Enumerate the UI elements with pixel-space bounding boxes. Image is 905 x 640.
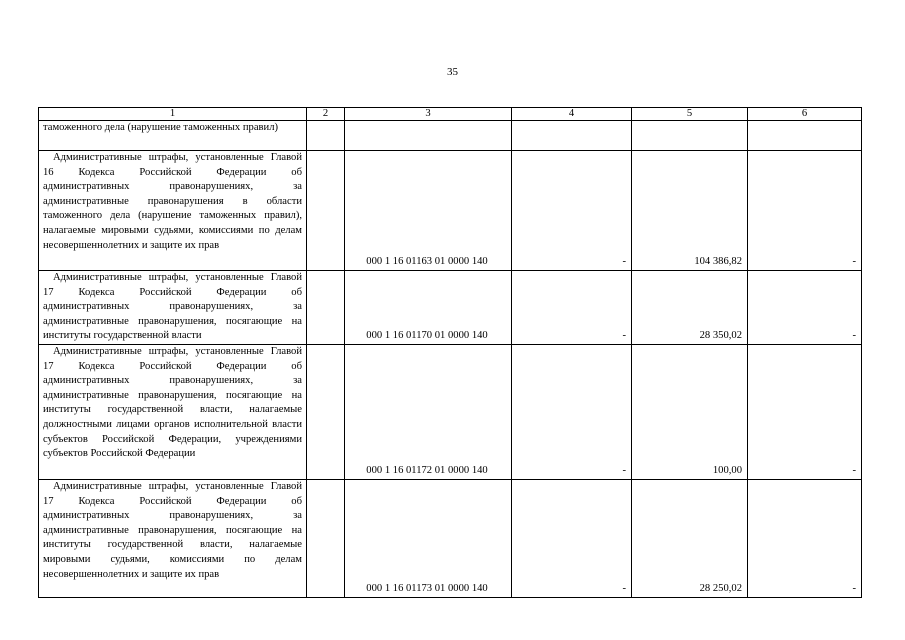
row-col2 bbox=[307, 151, 345, 271]
row-col5: 104 386,82 bbox=[632, 151, 748, 271]
row-col5: 100,00 bbox=[632, 345, 748, 480]
row-code: 000 1 16 01163 01 0000 140 bbox=[345, 151, 512, 271]
table-row bbox=[39, 345, 862, 480]
row-code: 000 1 16 01173 01 0000 140 bbox=[345, 480, 512, 598]
column-header: 4 bbox=[512, 108, 632, 121]
row-col6: - bbox=[748, 480, 862, 598]
column-header: 5 bbox=[632, 108, 748, 121]
row-code: 000 1 16 01172 01 0000 140 bbox=[345, 345, 512, 480]
column-header: 3 bbox=[345, 108, 512, 121]
row-name: Административные штрафы, установленные Главой 17 Кодекса Российской Федерации об административных правонарушениях, за административные правонарушения, посягающие на институты государственной власти bbox=[39, 271, 307, 345]
table-row bbox=[39, 151, 862, 271]
row-col2 bbox=[307, 121, 345, 151]
row-name: Административные штрафы, установленные Главой 17 Кодекса Российской Федерации об административных правонарушениях, за административные правонарушения, посягающие на институты государственной власти, налагаемые должностными лицами органов исполнительной власти субъектов Российской Федерации, учреждениями субъектов Российской Федерации bbox=[39, 345, 307, 480]
row-col2 bbox=[307, 345, 345, 480]
row-name: Административные штрафы, установленные Главой 17 Кодекса Российской Федерации об административных правонарушениях, за административные правонарушения, посягающие на институты государственной власти, налагаемые мировыми судьями, комиссиями по делам несовершеннолетних и защите их прав bbox=[39, 480, 307, 598]
row-col4 bbox=[512, 121, 632, 151]
row-col4: - bbox=[512, 345, 632, 480]
row-col5 bbox=[632, 121, 748, 151]
column-header: 2 bbox=[307, 108, 345, 121]
row-code: 000 1 16 01170 01 0000 140 bbox=[345, 271, 512, 345]
row-col4: - bbox=[512, 271, 632, 345]
column-header: 6 bbox=[748, 108, 862, 121]
budget-table bbox=[38, 107, 862, 598]
row-col5: 28 350,02 bbox=[632, 271, 748, 345]
row-col5: 28 250,02 bbox=[632, 480, 748, 598]
row-name: Административные штрафы, установленные Главой 16 Кодекса Российской Федерации об административных правонарушениях, за административные правонарушения в области таможенного дела (нарушение таможенных правил), налагаемые мировыми судьями, комиссиями по делам несовершеннолетних и защите их прав bbox=[39, 151, 307, 271]
row-code bbox=[345, 121, 512, 151]
page-number: 35 bbox=[447, 66, 458, 78]
row-col6 bbox=[748, 121, 862, 151]
row-col2 bbox=[307, 480, 345, 598]
row-col4: - bbox=[512, 151, 632, 271]
column-header: 1 bbox=[39, 108, 307, 121]
table-row bbox=[39, 480, 862, 598]
table-header-row bbox=[39, 108, 862, 121]
row-col6: - bbox=[748, 345, 862, 480]
table-row bbox=[39, 121, 862, 151]
row-col6: - bbox=[748, 271, 862, 345]
row-col2 bbox=[307, 271, 345, 345]
row-col4: - bbox=[512, 480, 632, 598]
row-name: таможенного дела (нарушение таможенных правил) bbox=[39, 121, 307, 151]
row-col6: - bbox=[748, 151, 862, 271]
table-row bbox=[39, 271, 862, 345]
